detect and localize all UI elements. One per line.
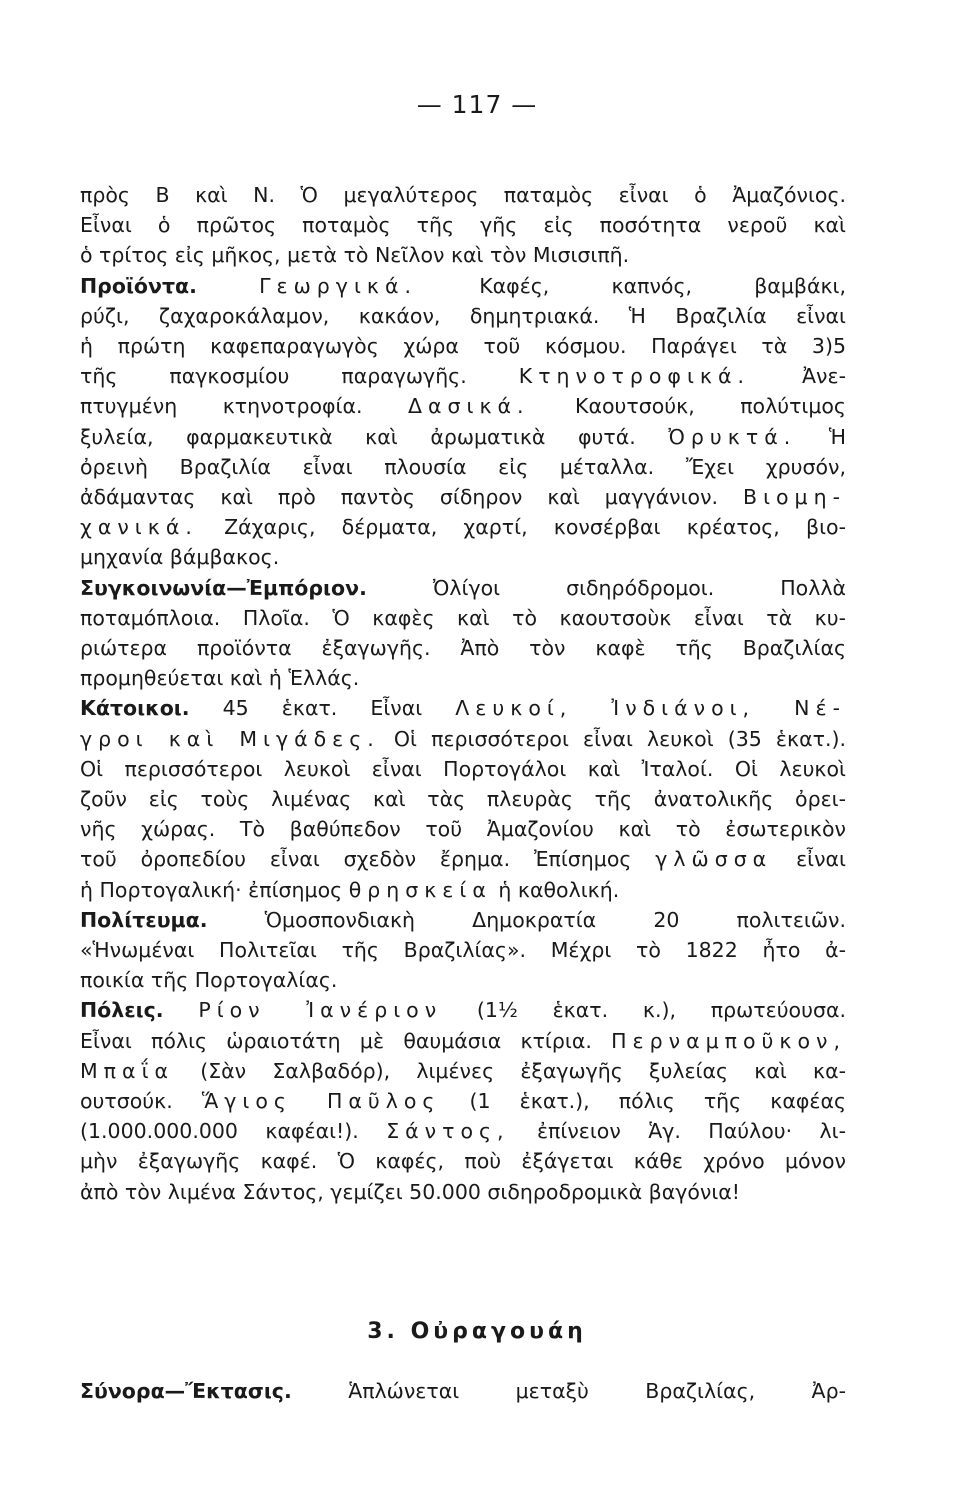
line-text: ἡ Πορτογαλική· ἐπίσημος [80, 877, 343, 902]
spaced-term: Περναμποῦκον, [611, 1028, 846, 1053]
line-text: (1.000.000.000 καφέαι!). [80, 1119, 359, 1144]
text-line [80, 1086, 846, 1116]
line-text: (1½ ἑκατ. κ.), πρωτεύουσα. [476, 998, 846, 1023]
spaced-term: Ἅγιος Παῦλος [201, 1089, 441, 1113]
paragraph-heading: Συγκοινωνία—Ἐμπόριον. [80, 575, 367, 600]
text-line [80, 240, 846, 270]
text-line [80, 875, 846, 905]
text-line [80, 663, 846, 693]
line-text: ἀπὸ τὸν λιμένα Σάντος, γεμίζει 50.000 σιδηροδρομικὰ βαγόνια! [80, 1179, 741, 1204]
spaced-term: Κτηνοτροφικά. [518, 364, 750, 389]
spaced-term: Λευκοί, Ἰνδιάνοι, Νέ- [455, 696, 846, 721]
line-text: ποταμόπλοια. Πλοῖα. Ὁ καφὲς καὶ τὸ καουτσοὺκ εἶναι τὰ κυ- [80, 605, 846, 630]
line-text: ρύζι, ζαχαροκάλαμον, κακάον, δημητριακά. Ἡ Βραζιλία εἶναι [80, 303, 846, 328]
line-text: ριώτερα προϊόντα ἐξαγωγῆς. Ἀπὸ τὸν καφὲ τῆς Βραζιλίας [80, 636, 846, 660]
text-line [80, 542, 846, 572]
line-text: νῆς χώρας. Τὸ βαθύπεδον τοῦ Ἀμαζονίου καὶ τὸ ἐσωτερικὸν [80, 817, 846, 842]
line-text: ποικία τῆς Πορτογαλίας. [80, 968, 338, 993]
line-text: μηχανία βάμβακος. [80, 545, 280, 570]
line-text: Καουτσούκ, πολύτιμος [575, 394, 846, 419]
line-text: (Σὰν Σαλβαδόρ), λιμένες ἐξαγωγῆς ξυλείας καὶ κα- [200, 1058, 846, 1083]
line-text: Εἶναι ὁ πρῶτος ποταμὸς τῆς γῆς εἰς ποσότητα νεροῦ καὶ [80, 213, 846, 238]
paragraph-heading: Προϊόντα. [80, 273, 197, 298]
text-line [80, 693, 846, 723]
line-text: 45 ἑκατ. Εἶναι [222, 696, 423, 721]
text-line [80, 361, 846, 391]
spaced-term: Μπαΐα [80, 1058, 174, 1083]
text-line [80, 573, 846, 603]
text-line [80, 331, 846, 361]
spaced-term: Γεωργικά. [259, 273, 417, 298]
text-line [80, 603, 846, 633]
text-line [80, 391, 846, 421]
text-line [80, 1116, 846, 1146]
text-line [80, 512, 846, 542]
text-line [80, 905, 846, 935]
line-text: Ἁπλώνεται μεταξὺ Βραζιλίας, Ἀρ- [348, 1379, 846, 1403]
line-text: «Ἡνωμέναι Πολιτεῖαι τῆς Βραζιλίας». Μέχρι τὸ 1822 ἦτο ἀ- [80, 938, 846, 962]
line-text: Καφές, καπνός, βαμβάκι, [479, 273, 846, 298]
text-line [80, 271, 846, 301]
line-text: ξυλεία, φαρμακευτικὰ καὶ ἀρωματικὰ φυτά. [80, 424, 636, 449]
line-text: τοῦ ὀροπεδίου εἶναι σχεδὸν ἔρημα. Ἐπίσημος [80, 847, 632, 872]
text-line [80, 452, 846, 482]
spaced-term: γροι καὶ Μιγάδες. [80, 726, 380, 751]
spaced-term: Δασικά. [407, 394, 530, 419]
line-text: Ὀλίγοι σιδηρόδρομοι. Πολλὰ [432, 575, 846, 600]
page-number: — 117 — [416, 90, 538, 119]
line-text: (1 ἑκατ.), πόλις τῆς καφέας [469, 1089, 846, 1113]
line-text: Ἀνε- [802, 364, 846, 389]
spaced-term: χανικά. [80, 515, 198, 540]
spaced-term: θρησκεία [348, 877, 492, 902]
spaced-term: Ὀρυκτά. [668, 424, 797, 449]
line-text: πτυγμένη κτηνοτροφία. [80, 394, 363, 419]
text-line [80, 814, 846, 844]
text-line [80, 995, 846, 1025]
line-text: ἐπίνειον Ἁγ. Παύλου· λι- [536, 1119, 846, 1144]
line-text: Ζάχαρις, δέρματα, χαρτί, κονσέρβαι κρέατος, βιο- [224, 515, 846, 540]
text-line [80, 180, 846, 210]
line-text: μὴν ἐξαγωγῆς καφέ. Ὁ καφές, ποὺ ἐξάγεται κάθε χρόνο μόνον [80, 1149, 846, 1174]
line-text: ἡ καθολική. [498, 877, 620, 902]
line-text: Ὁμοσπονδιακὴ Δημοκρατία 20 πολιτειῶν. [264, 907, 846, 932]
line-text: Οἱ περισσότεροι εἶναι λευκοὶ (35 ἑκατ.). [393, 726, 846, 751]
text-line [80, 210, 846, 240]
text-line [80, 724, 846, 754]
text-line [80, 422, 846, 452]
text-line [80, 754, 846, 784]
text-line [80, 935, 846, 965]
paragraph-heading: Κάτοικοι. [80, 696, 190, 721]
text-line [80, 844, 846, 874]
paragraph-heading: Πολίτευμα. [80, 907, 208, 932]
spaced-term: Ρίον Ἰανέριον [198, 998, 443, 1023]
text-line [80, 1146, 846, 1176]
line-text: ἀδάμαντας καὶ πρὸ παντὸς σίδηρον καὶ μαγγάνιον. [80, 485, 719, 509]
line-text: ὁ τρίτος εἰς μῆκος, μετὰ τὸ Νεῖλον καὶ τὸν Μισισιπῆ. [80, 243, 630, 268]
text-line [80, 1177, 846, 1207]
text-line [80, 1056, 846, 1086]
line-text: τῆς παγκοσμίου παραγωγῆς. [80, 364, 467, 389]
line-text: ὀρεινὴ Βραζιλία εἶναι πλουσία εἰς μέταλλα. Ἔχει χρυσόν, [80, 454, 846, 479]
spaced-term: Σάντος, [386, 1119, 510, 1144]
line-text: προμηθεύεται καὶ ἡ Ἑλλάς. [80, 666, 360, 691]
text-line [80, 784, 846, 814]
text-line [80, 301, 846, 331]
paragraph-heading: Σύνορα—Ἔκτασις. [80, 1379, 292, 1403]
paragraph-heading: Πόλεις. [80, 998, 164, 1023]
line-text: εἶναι [796, 847, 846, 872]
final-text-line [80, 1376, 846, 1406]
text-line [80, 633, 846, 663]
text-line [80, 965, 846, 995]
line-text: ἡ πρώτη καφεπαραγωγὸς χώρα τοῦ κόσμου. Παράγει τὰ 3)5 [80, 334, 846, 358]
line-text: ζοῦν εἰς τοὺς λιμένας καὶ τὰς πλευρὰς τῆς ἀνατολικῆς ὀρει- [80, 787, 846, 811]
line-text: Οἱ περισσότεροι λευκοὶ εἶναι Πορτογάλοι καὶ Ἰταλοί. Οἱ λευκοὶ [80, 756, 846, 781]
line-text: Ἡ [828, 424, 846, 449]
spaced-term: γλῶσσα [655, 847, 773, 872]
line-text: ουτσούκ. [80, 1089, 173, 1113]
spaced-term: Βιομη- [743, 485, 846, 509]
line-text: πρὸς Β καὶ Ν. Ὁ μεγαλύτερος παταμὸς εἶναι ὁ Ἀμαζόνιος. [80, 183, 846, 207]
line-text: Εἶναι πόλις ὡραιοτάτη μὲ θαυμάσια κτίρια. [80, 1028, 592, 1053]
text-line [80, 482, 846, 512]
text-line [80, 1026, 846, 1056]
section-title: 3. Οὐραγουάη [367, 1319, 587, 1344]
